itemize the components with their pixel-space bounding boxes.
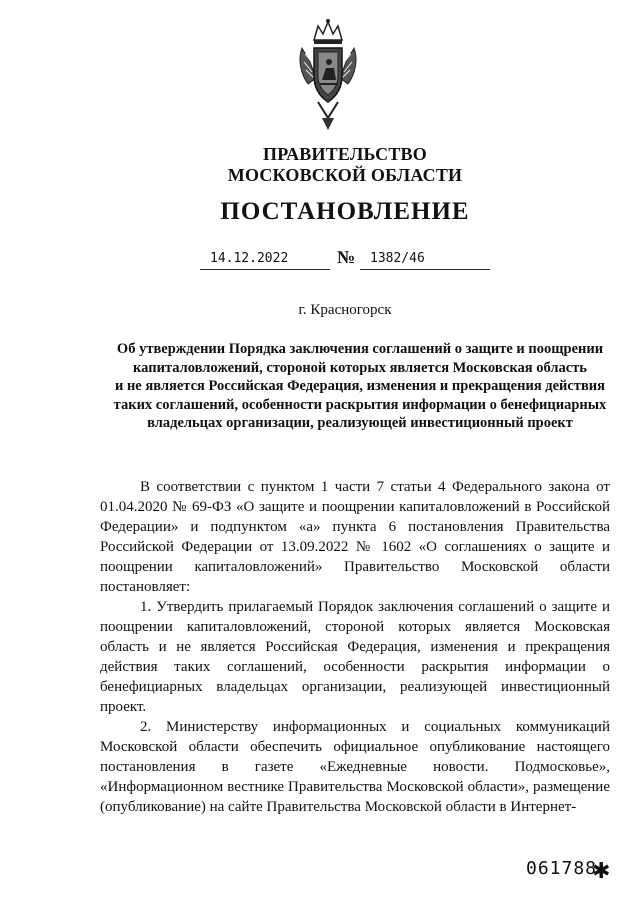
title-line: Об утверждении Порядка заключения соглашений о защите и поощрении <box>116 341 604 357</box>
coat-of-arms-emblem <box>296 18 360 136</box>
document-type: ПОСТАНОВЛЕНИЕ <box>220 198 470 225</box>
issuing-authority <box>0 144 640 186</box>
org-name-line2: МОСКОВСКОЙ ОБЛАСТИ <box>227 165 463 185</box>
number-sign: № <box>337 247 356 267</box>
date-number-line <box>200 247 500 274</box>
document-body <box>100 477 610 817</box>
clause-1-paragraph: 1. Утвердить прилагаемый Порядок заключения соглашений о защите и поощрении капиталовложений, стороной которых является Московская область и не является Российская Федерация, изменения и прекращения действия таких соглашений, особенности раскрытия информации о бенефициарных владельцах организации, реализующей инвестиционный проект. <box>100 599 610 715</box>
title-line: капиталовложений, стороной которых является Московская область <box>133 359 587 376</box>
document-date: 14.12.2022 <box>200 250 330 270</box>
title-line: таких соглашений, особенности раскрытия информации о бенефициарных <box>113 396 607 413</box>
title-line: владельцах организации, реализующей инвестиционный проект <box>147 415 573 431</box>
preamble-paragraph: В соответствии с пунктом 1 части 7 статьи 4 Федерального закона от 01.04.2020 № 69-ФЗ «О защите и поощрении капиталовложений в Российской Федерации» и подпунктом «а» пункта 6 постановления Правительства Российской Федерации от 13.09.2022 № 1602 «О соглашениях о защите и поощрении капиталовложений» Правительство Московской области постановляет: <box>100 479 610 595</box>
document-title <box>100 340 620 433</box>
document-number: 1382/46 <box>360 250 490 270</box>
title-line: и не является Российская Федерация, изменения и прекращения действия <box>114 378 606 394</box>
city-of-issue: г. Красногорск <box>298 302 392 318</box>
serial-number: 061788 <box>526 858 598 879</box>
serial-mark-icon: ✱ <box>592 858 611 883</box>
org-name-line1: ПРАВИТЕЛЬСТВО <box>263 144 427 164</box>
clause-2-paragraph: 2. Министерству информационных и социальных коммуникаций Московской области обеспечить официальное опубликование настоящего постановления в газете «Ежедневные новости. Подмосковье», «Информационном вестнике Правительства Московской области», размещение (опубликование) на сайте Правительства Московской области в Интернет- <box>100 719 610 815</box>
